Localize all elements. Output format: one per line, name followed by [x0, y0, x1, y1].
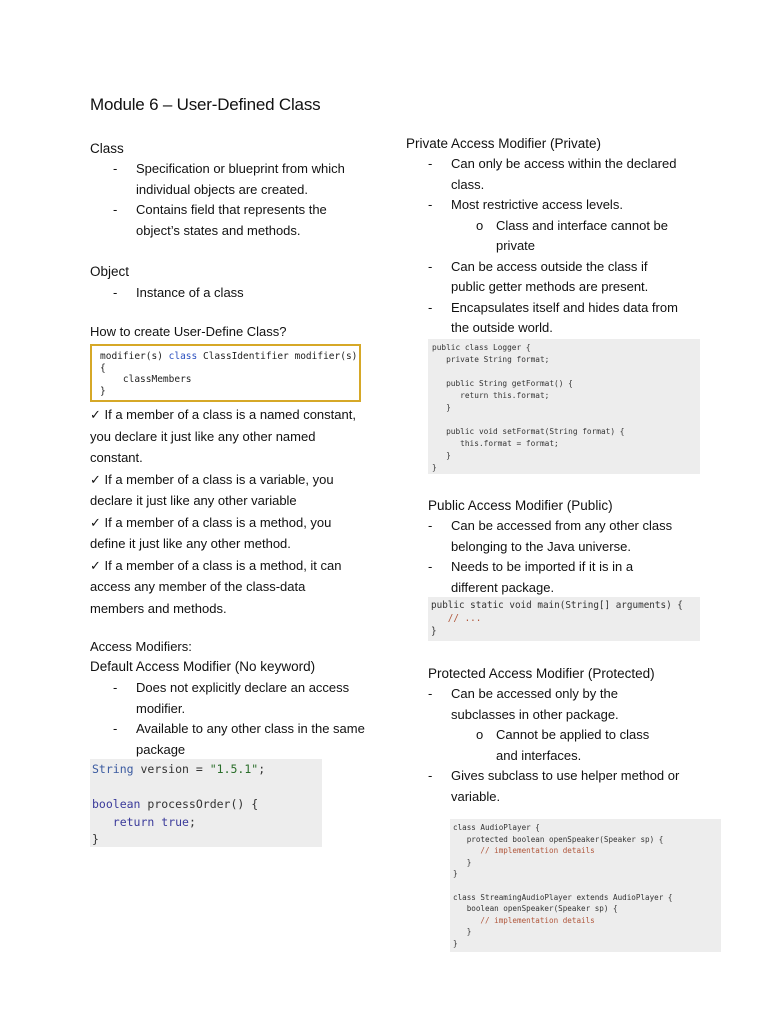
code-line: this.format = format;	[432, 439, 559, 448]
code-line: }	[432, 463, 437, 472]
protected-heading: Protected Access Modifier (Protected)	[428, 666, 655, 681]
code-line	[432, 414, 696, 426]
syntax-box: modifier(s) class ClassIdentifier modifier(s) { classMembers }	[90, 344, 361, 402]
how-to-text: How to create User-Define Class?	[90, 324, 287, 339]
access-modifiers-label: Access Modifiers:	[90, 639, 192, 654]
list-item: - Specification or blueprint from which individual objects are created.	[113, 161, 345, 197]
code-line: }	[453, 869, 458, 879]
list-item: - Contains field that represents the object’s states and methods.	[113, 202, 327, 238]
code-line: boolean openSpeaker(Speaker sp) {	[453, 904, 618, 914]
protected-list	[428, 684, 683, 807]
list-item: - Most restrictive access levels.	[428, 195, 683, 216]
check-note: ✓ If a member of a class is a named constant, you declare it just like any other named constant.	[90, 407, 356, 465]
default-heading: Default Access Modifier (No keyword)	[90, 659, 316, 674]
protected-code-block	[450, 819, 721, 952]
dash-bullet: -	[113, 680, 118, 695]
private-list	[428, 154, 683, 339]
code-line: protected boolean openSpeaker(Speaker sp) {	[453, 834, 664, 844]
public-list	[428, 516, 683, 598]
code-line	[453, 880, 718, 892]
class-list	[113, 159, 373, 241]
code-line: // ...	[431, 613, 482, 624]
code-line: public void setFormat(String format) {	[432, 427, 625, 436]
list-item: - Gives subclass to use helper method or variable.	[428, 768, 680, 804]
dash-bullet: -	[428, 768, 433, 783]
dash-bullet: -	[113, 161, 118, 176]
public-heading: Public Access Modifier (Public)	[428, 498, 613, 513]
dash-bullet: -	[113, 721, 118, 736]
dash-bullet: -	[428, 156, 433, 171]
code-line: }	[431, 626, 437, 637]
code-line: class StreamingAudioPlayer extends AudioPlayer {	[453, 892, 673, 902]
sub-list-item: o Cannot be applied to class and interfaces.	[476, 727, 650, 763]
dash-bullet: -	[428, 518, 433, 533]
code-line: }	[453, 857, 472, 867]
list-item: - Can be access outside the class if public getter methods are present.	[428, 258, 649, 294]
dash-bullet: -	[428, 299, 433, 315]
circle-bullet: o	[476, 727, 484, 742]
list-item: - Can only be access within the declared class.	[428, 156, 677, 192]
default-list	[113, 678, 373, 760]
code-line: public static void main(String[] arguments) {	[431, 600, 683, 611]
code-line: }	[453, 927, 472, 937]
code-line	[432, 366, 696, 378]
code-line: }	[432, 451, 451, 460]
dash-bullet: -	[428, 197, 433, 212]
list-item: - Instance of a class	[113, 283, 373, 304]
dash-bullet: -	[113, 285, 118, 300]
check-note: ✓ If a member of a class is a variable, you declare it just like any other variable	[90, 471, 334, 508]
object-list	[113, 283, 373, 304]
list-item: - Encapsulates itself and hides data from the outside world.	[428, 299, 678, 335]
class-heading: Class	[90, 141, 124, 156]
check-note: ✓ If a member of a class is a method, it can access any member of the class-data members and methods.	[90, 557, 342, 616]
code-line: // implementation details	[453, 915, 595, 925]
code-line: class AudioPlayer {	[453, 823, 540, 832]
code-line: return this.format;	[432, 391, 550, 400]
list-item: - Can be accessed from any other class belonging to the Java universe.	[428, 518, 673, 554]
dash-bullet: -	[113, 202, 118, 217]
dash-bullet: -	[428, 686, 433, 701]
dash-bullet: -	[428, 559, 433, 574]
public-code-block	[428, 597, 700, 641]
default-code-block: String version = "1.5.1"; boolean processOrder() { return true; }	[90, 759, 322, 847]
code-line: // implementation details	[453, 846, 595, 856]
object-heading: Object	[90, 264, 130, 279]
circle-bullet: o	[476, 217, 484, 233]
sub-list-item: o Class and interface cannot be private	[476, 217, 668, 253]
code-line: }	[432, 403, 451, 412]
list-item: - Needs to be imported if it is in a different package.	[428, 559, 634, 595]
check-note: ✓ If a member of a class is a method, you define it just like any other method.	[90, 514, 332, 551]
list-item: - Can be accessed only by the subclasses in other package.	[428, 686, 619, 722]
code-line: }	[453, 938, 458, 948]
code-line: public class Logger {	[432, 343, 531, 352]
private-code-block	[428, 339, 700, 474]
code-line: private String format;	[432, 355, 550, 364]
private-heading: Private Access Modifier (Private)	[406, 136, 602, 151]
list-item: - Does not explicitly declare an access modifier.	[113, 680, 350, 716]
check-notes	[90, 404, 360, 619]
dash-bullet: -	[428, 258, 433, 274]
list-item: - Available to any other class in the same package	[113, 721, 365, 757]
page-title: Module 6 – User-Defined Class	[90, 95, 321, 114]
code-line: public String getFormat() {	[432, 379, 573, 388]
